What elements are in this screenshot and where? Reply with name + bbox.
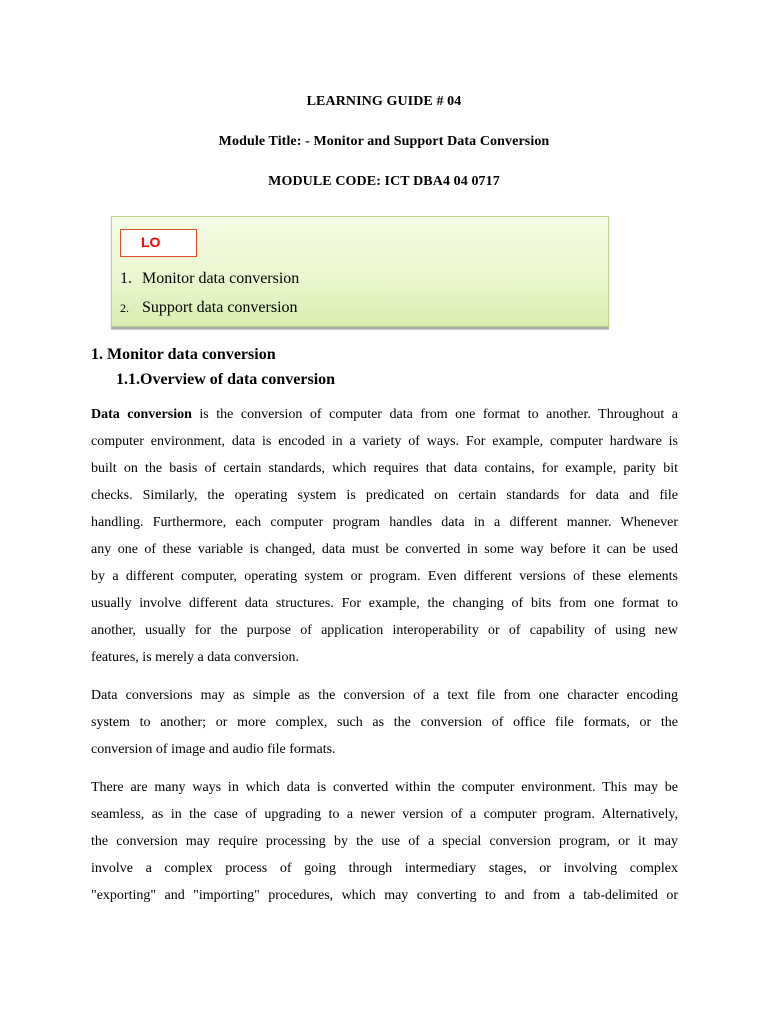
module-title: Module Title: - Monitor and Support Data Conversion xyxy=(218,134,550,149)
paragraph-line: "exporting" and "importing" procedures, which may converting to and from a tab-delimited or xyxy=(91,888,678,903)
paragraph-line: any one of these variable is changed, data must be converted in some way before it can be used xyxy=(91,542,678,557)
module-code: MODULE CODE: ICT DBA4 04 0717 xyxy=(268,174,500,189)
paragraph-line: usually involve different data structures. For example, the changing of bits from one format to xyxy=(91,596,678,611)
learning-guide-title: LEARNING GUIDE # 04 xyxy=(306,94,462,109)
lo-item-2 xyxy=(120,298,298,318)
lo-item-label: Monitor data conversion xyxy=(142,270,300,287)
paragraph-line: conversion of image and audio file formats. xyxy=(91,742,336,757)
paragraph-line: another, usually for the purpose of application interoperability or of capability of using new xyxy=(91,623,678,638)
paragraph-line: Data conversions may as simple as the conversion of a text file from one character encoding xyxy=(91,688,678,703)
paragraph-line: computer environment, data is encoded in a variety of ways. For example, computer hardware is xyxy=(91,434,678,449)
lo-item-number: 2. xyxy=(120,301,129,315)
paragraph-line: the conversion may require processing by the use of a special conversion program, or it may xyxy=(91,834,678,849)
paragraph-line: checks. Similarly, the operating system is predicated on certain standards for data and file xyxy=(91,488,678,503)
paragraph-line: There are many ways in which data is converted within the computer environment. This may be xyxy=(91,780,678,795)
paragraph-line: built on the basis of certain standards, which requires that data contains, for example, parity bit xyxy=(91,461,678,476)
lo-tag: LO xyxy=(120,229,197,257)
lo-item-label: Support data conversion xyxy=(142,299,298,316)
learning-outcomes-box xyxy=(111,216,609,327)
lo-item-1 xyxy=(120,269,299,289)
paragraph-line: by a different computer, operating system or program. Even different versions of these elements xyxy=(91,569,678,584)
section-heading: 1. Monitor data conversion xyxy=(91,346,276,363)
term-data-conversion: Data conversion xyxy=(91,407,192,422)
paragraph-line: seamless, as in the case of upgrading to a newer version of a computer program. Alternatively, xyxy=(91,807,678,822)
paragraph-line: Data conversion is the conversion of computer data from one format to another. Throughout a xyxy=(91,407,679,422)
lo-item-number: 1. xyxy=(120,270,132,287)
subsection-heading: 1.1.Overview of data conversion xyxy=(116,371,336,388)
paragraph-line: features, is merely a data conversion. xyxy=(91,650,299,665)
paragraph-line: handling. Furthermore, each computer program handles data in a different manner. Whenever xyxy=(91,515,678,530)
paragraph-line: system to another; or more complex, such as the conversion of office file formats, or the xyxy=(91,715,678,730)
paragraph-line: involve a complex process of going through intermediary stages, or involving complex xyxy=(91,861,678,876)
